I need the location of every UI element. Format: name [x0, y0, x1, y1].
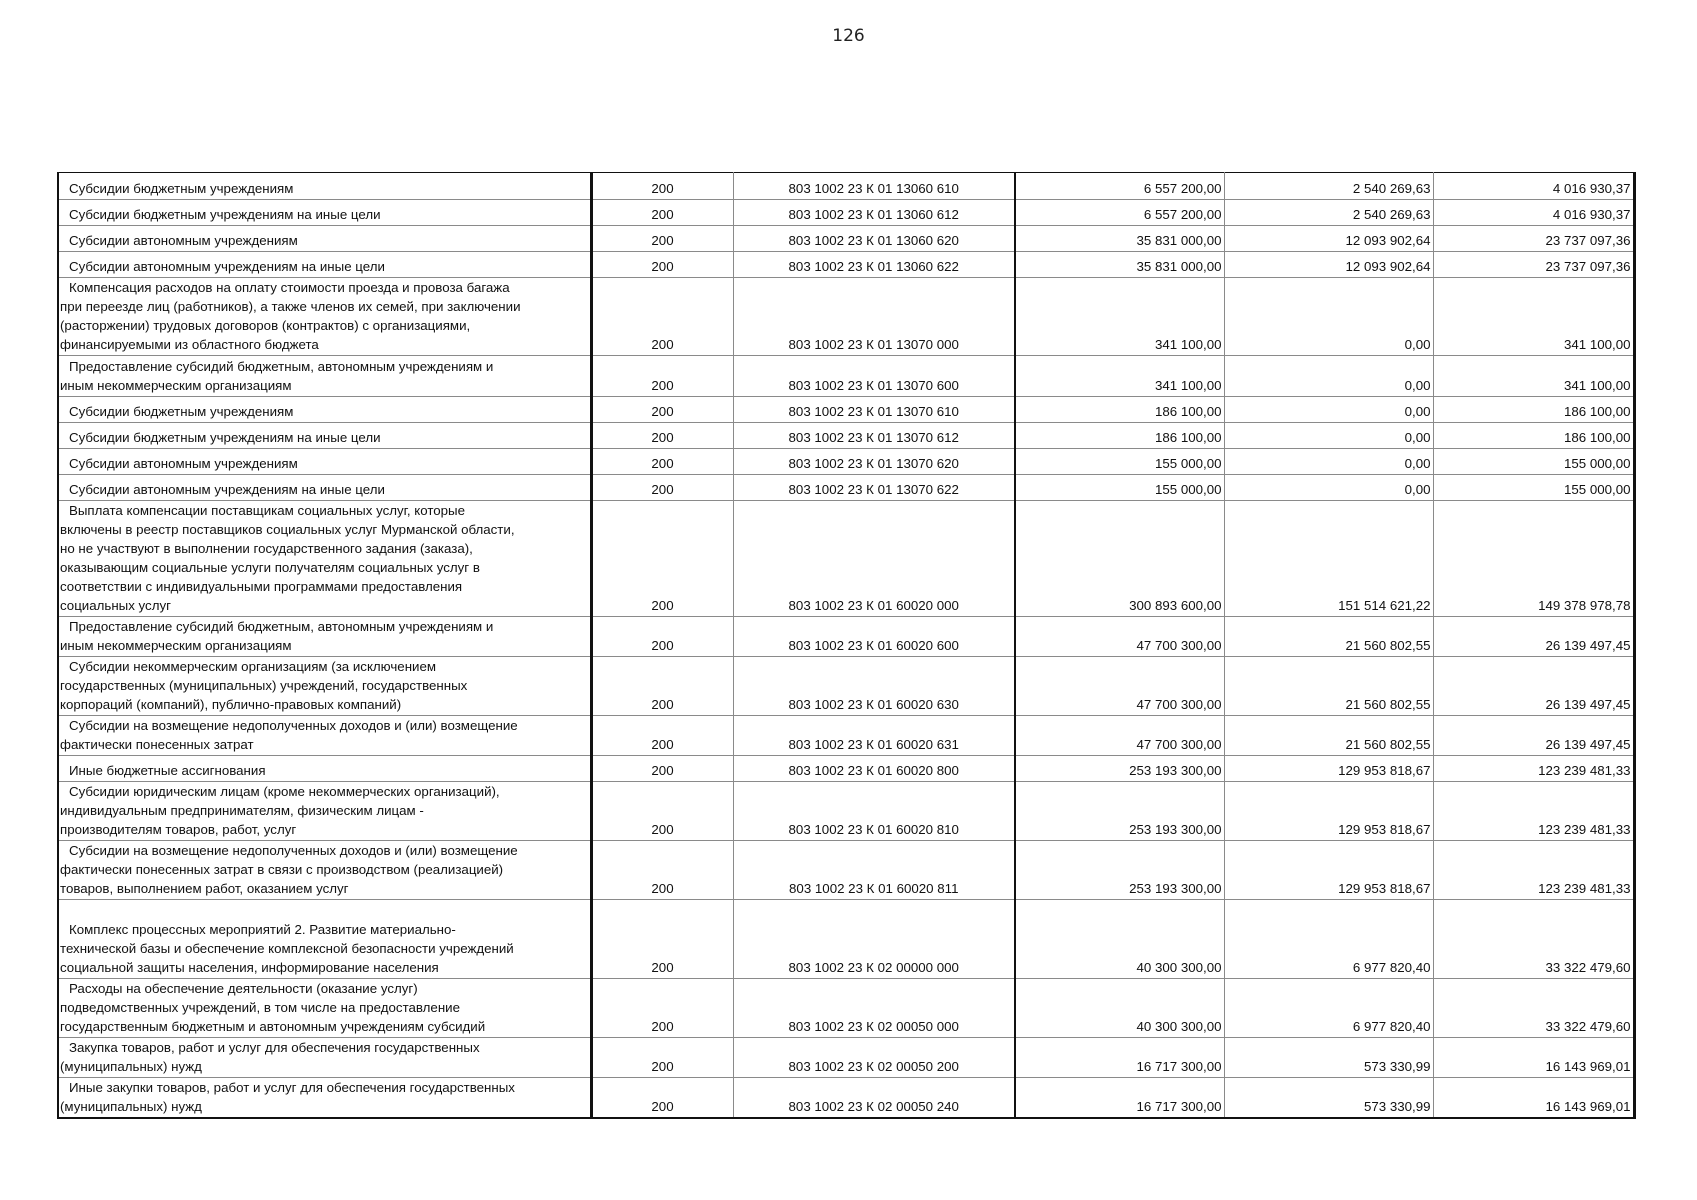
row-line-code-cell: 200	[591, 356, 733, 397]
row-executed-cell: 6 977 820,40	[1224, 900, 1433, 979]
row-remaining-cell: 155 000,00	[1433, 449, 1634, 475]
row-name-text: Расходы на обеспечение деятельности (оказание услуг) подведомственных учреждений, в том числе на предоставление государственным бюджетным и автономным учреждениям субсидий	[60, 981, 486, 1034]
row-name-cell	[58, 657, 591, 716]
row-executed-cell: 21 560 802,55	[1224, 657, 1433, 716]
row-name-cell	[58, 278, 591, 356]
row-name-cell	[58, 841, 591, 900]
row-budget-code-cell: 803 1002 23 К 01 60020 800	[733, 756, 1015, 782]
table-row	[58, 173, 1634, 200]
row-budget-code-cell: 803 1002 23 К 01 13060 610	[733, 173, 1015, 200]
row-name-cell	[58, 173, 591, 200]
row-name-text: Субсидии автономным учреждениям на иные цели	[69, 482, 385, 497]
row-approved-cell: 40 300 300,00	[1015, 979, 1224, 1038]
table-row	[58, 423, 1634, 449]
row-budget-code-cell: 803 1002 23 К 01 60020 811	[733, 841, 1015, 900]
row-name-cell	[58, 617, 591, 657]
row-budget-code-cell: 803 1002 23 К 01 13070 612	[733, 423, 1015, 449]
row-executed-cell: 0,00	[1224, 475, 1433, 501]
row-line-code-cell: 200	[591, 1038, 733, 1078]
row-approved-cell: 47 700 300,00	[1015, 617, 1224, 657]
row-line-code-cell: 200	[591, 226, 733, 252]
row-budget-code-cell: 803 1002 23 К 01 13070 000	[733, 278, 1015, 356]
table-row	[58, 716, 1634, 756]
row-name-cell	[58, 1038, 591, 1078]
row-approved-cell: 253 193 300,00	[1015, 756, 1224, 782]
row-line-code-cell: 200	[591, 716, 733, 756]
row-name-text: Субсидии автономным учреждениям	[69, 456, 298, 471]
row-budget-code-cell: 803 1002 23 К 01 60020 630	[733, 657, 1015, 716]
row-line-code-cell: 200	[591, 278, 733, 356]
row-remaining-cell: 23 737 097,36	[1433, 226, 1634, 252]
row-name-cell	[58, 900, 591, 979]
row-name-cell	[58, 1078, 591, 1119]
table-row	[58, 841, 1634, 900]
row-approved-cell: 6 557 200,00	[1015, 173, 1224, 200]
row-approved-cell: 186 100,00	[1015, 423, 1224, 449]
row-name-cell	[58, 501, 591, 617]
row-line-code-cell: 200	[591, 979, 733, 1038]
row-executed-cell: 12 093 902,64	[1224, 252, 1433, 278]
row-approved-cell: 16 717 300,00	[1015, 1038, 1224, 1078]
row-line-code-cell: 200	[591, 173, 733, 200]
row-name-cell	[58, 356, 591, 397]
row-approved-cell: 6 557 200,00	[1015, 200, 1224, 226]
row-budget-code-cell: 803 1002 23 К 01 13060 622	[733, 252, 1015, 278]
table-row	[58, 356, 1634, 397]
table-row	[58, 1078, 1634, 1119]
row-approved-cell: 341 100,00	[1015, 278, 1224, 356]
row-line-code-cell: 200	[591, 1078, 733, 1119]
row-remaining-cell: 186 100,00	[1433, 397, 1634, 423]
row-line-code-cell: 200	[591, 252, 733, 278]
row-name-text: Субсидии бюджетным учреждениям	[69, 181, 294, 196]
table-row	[58, 278, 1634, 356]
row-budget-code-cell: 803 1002 23 К 01 13070 622	[733, 475, 1015, 501]
row-executed-cell: 0,00	[1224, 397, 1433, 423]
row-remaining-cell: 149 378 978,78	[1433, 501, 1634, 617]
row-name-text: Комплекс процессных мероприятий 2. Развитие материально- технической базы и обеспечение комплексной безопасности учреждений социальной защиты населения, информирование населения	[60, 922, 514, 975]
row-budget-code-cell: 803 1002 23 К 02 00000 000	[733, 900, 1015, 979]
row-executed-cell: 21 560 802,55	[1224, 617, 1433, 657]
row-budget-code-cell: 803 1002 23 К 01 60020 810	[733, 782, 1015, 841]
row-approved-cell: 47 700 300,00	[1015, 657, 1224, 716]
row-line-code-cell: 200	[591, 449, 733, 475]
table-row	[58, 501, 1634, 617]
table-row	[58, 252, 1634, 278]
row-remaining-cell: 155 000,00	[1433, 475, 1634, 501]
row-approved-cell: 253 193 300,00	[1015, 782, 1224, 841]
row-budget-code-cell: 803 1002 23 К 01 60020 000	[733, 501, 1015, 617]
row-executed-cell: 2 540 269,63	[1224, 200, 1433, 226]
row-line-code-cell: 200	[591, 617, 733, 657]
row-executed-cell: 573 330,99	[1224, 1038, 1433, 1078]
row-executed-cell: 6 977 820,40	[1224, 979, 1433, 1038]
row-remaining-cell: 16 143 969,01	[1433, 1078, 1634, 1119]
row-name-cell	[58, 449, 591, 475]
row-line-code-cell: 200	[591, 501, 733, 617]
row-executed-cell: 0,00	[1224, 423, 1433, 449]
row-executed-cell: 21 560 802,55	[1224, 716, 1433, 756]
row-name-text: Субсидии юридическим лицам (кроме некоммерческих организаций), индивидуальным предпринимателям, физическим лицам - производителям товаров, работ, услуг	[60, 784, 500, 837]
row-budget-code-cell: 803 1002 23 К 02 00050 200	[733, 1038, 1015, 1078]
row-budget-code-cell: 803 1002 23 К 02 00050 000	[733, 979, 1015, 1038]
row-executed-cell: 129 953 818,67	[1224, 841, 1433, 900]
row-approved-cell: 40 300 300,00	[1015, 900, 1224, 979]
row-line-code-cell: 200	[591, 782, 733, 841]
row-budget-code-cell: 803 1002 23 К 01 60020 631	[733, 716, 1015, 756]
row-remaining-cell: 123 239 481,33	[1433, 756, 1634, 782]
row-budget-code-cell: 803 1002 23 К 01 13070 620	[733, 449, 1015, 475]
table-row	[58, 200, 1634, 226]
row-executed-cell: 12 093 902,64	[1224, 226, 1433, 252]
row-name-text: Субсидии автономным учреждениям	[69, 233, 298, 248]
row-approved-cell: 341 100,00	[1015, 356, 1224, 397]
row-line-code-cell: 200	[591, 900, 733, 979]
row-name-text: Субсидии бюджетным учреждениям на иные цели	[69, 430, 381, 445]
row-line-code-cell: 200	[591, 657, 733, 716]
row-remaining-cell: 33 322 479,60	[1433, 900, 1634, 979]
row-name-text: Субсидии автономным учреждениям на иные цели	[69, 259, 385, 274]
row-remaining-cell: 26 139 497,45	[1433, 716, 1634, 756]
row-line-code-cell: 200	[591, 423, 733, 449]
row-approved-cell: 47 700 300,00	[1015, 716, 1224, 756]
budget-execution-table	[57, 172, 1636, 1119]
row-budget-code-cell: 803 1002 23 К 01 13070 600	[733, 356, 1015, 397]
row-executed-cell: 0,00	[1224, 356, 1433, 397]
page-number: 126	[832, 26, 865, 46]
table-row	[58, 475, 1634, 501]
row-executed-cell: 2 540 269,63	[1224, 173, 1433, 200]
row-remaining-cell: 4 016 930,37	[1433, 200, 1634, 226]
row-remaining-cell: 186 100,00	[1433, 423, 1634, 449]
table-row	[58, 449, 1634, 475]
row-approved-cell: 155 000,00	[1015, 449, 1224, 475]
row-remaining-cell: 341 100,00	[1433, 278, 1634, 356]
row-executed-cell: 573 330,99	[1224, 1078, 1433, 1119]
row-name-text: Субсидии на возмещение недополученных доходов и (или) возмещение фактически понесенных затрат	[60, 718, 518, 752]
row-name-cell	[58, 716, 591, 756]
row-line-code-cell: 200	[591, 397, 733, 423]
row-remaining-cell: 23 737 097,36	[1433, 252, 1634, 278]
row-approved-cell: 35 831 000,00	[1015, 252, 1224, 278]
row-budget-code-cell: 803 1002 23 К 01 60020 600	[733, 617, 1015, 657]
row-name-text: Предоставление субсидий бюджетным, автономным учреждениям и иным некоммерческим организациям	[60, 359, 494, 393]
table-row	[58, 397, 1634, 423]
row-name-text: Выплата компенсации поставщикам социальных услуг, которые включены в реестр поставщиков социальных услуг Мурманской области, но не участвуют в выполнении государственного задания (заказа), оказывающим социальные услуги получателям социальных услуг в соответствии с индивидуальными программами предоставления социальных услуг	[60, 503, 515, 613]
row-name-text: Иные бюджетные ассигнования	[69, 763, 266, 778]
row-name-cell	[58, 397, 591, 423]
row-name-cell	[58, 423, 591, 449]
row-name-text: Субсидии на возмещение недополученных доходов и (или) возмещение фактически понесенных затрат в связи с производством (реализацией) товаров, выполнением работ, оказанием услуг	[60, 843, 518, 896]
row-approved-cell: 253 193 300,00	[1015, 841, 1224, 900]
table-row	[58, 226, 1634, 252]
row-name-cell	[58, 200, 591, 226]
row-budget-code-cell: 803 1002 23 К 01 13070 610	[733, 397, 1015, 423]
table-row	[58, 756, 1634, 782]
row-executed-cell: 129 953 818,67	[1224, 782, 1433, 841]
row-remaining-cell: 26 139 497,45	[1433, 657, 1634, 716]
row-approved-cell: 35 831 000,00	[1015, 226, 1224, 252]
row-name-text: Субсидии бюджетным учреждениям на иные цели	[69, 207, 381, 222]
table-row	[58, 979, 1634, 1038]
row-name-cell	[58, 756, 591, 782]
row-line-code-cell: 200	[591, 475, 733, 501]
row-line-code-cell: 200	[591, 756, 733, 782]
row-executed-cell: 129 953 818,67	[1224, 756, 1433, 782]
table-row	[58, 1038, 1634, 1078]
row-line-code-cell: 200	[591, 841, 733, 900]
row-approved-cell: 16 717 300,00	[1015, 1078, 1224, 1119]
row-name-text: Субсидии бюджетным учреждениям	[69, 404, 294, 419]
table-row	[58, 900, 1634, 979]
table-row	[58, 657, 1634, 716]
row-budget-code-cell: 803 1002 23 К 02 00050 240	[733, 1078, 1015, 1119]
row-name-text: Предоставление субсидий бюджетным, автономным учреждениям и иным некоммерческим организациям	[60, 619, 494, 653]
row-executed-cell: 0,00	[1224, 278, 1433, 356]
row-budget-code-cell: 803 1002 23 К 01 13060 620	[733, 226, 1015, 252]
table-row	[58, 617, 1634, 657]
row-name-cell	[58, 782, 591, 841]
row-name-cell	[58, 475, 591, 501]
row-approved-cell: 300 893 600,00	[1015, 501, 1224, 617]
row-name-text: Закупка товаров, работ и услуг для обеспечения государственных (муниципальных) нужд	[60, 1040, 480, 1074]
row-name-cell	[58, 252, 591, 278]
row-remaining-cell: 123 239 481,33	[1433, 841, 1634, 900]
row-line-code-cell: 200	[591, 200, 733, 226]
row-name-text: Иные закупки товаров, работ и услуг для обеспечения государственных (муниципальных) нужд	[60, 1080, 515, 1114]
row-name-text: Компенсация расходов на оплату стоимости проезда и провоза багажа при переезде лиц (работников), а также членов их семей, при заключении (расторжении) трудовых договоров (контрактов) с организациями, финансируемыми из областного бюджета	[60, 280, 521, 352]
row-remaining-cell: 33 322 479,60	[1433, 979, 1634, 1038]
row-name-text: Субсидии некоммерческим организациям (за исключением государственных (муниципальных) учреждений, государственных корпораций (компаний), публично-правовых компаний)	[60, 659, 468, 712]
row-approved-cell: 186 100,00	[1015, 397, 1224, 423]
row-remaining-cell: 341 100,00	[1433, 356, 1634, 397]
table-body	[58, 173, 1634, 1119]
row-remaining-cell: 4 016 930,37	[1433, 173, 1634, 200]
row-approved-cell: 155 000,00	[1015, 475, 1224, 501]
row-executed-cell: 151 514 621,22	[1224, 501, 1433, 617]
row-name-cell	[58, 226, 591, 252]
row-executed-cell: 0,00	[1224, 449, 1433, 475]
row-remaining-cell: 26 139 497,45	[1433, 617, 1634, 657]
row-remaining-cell: 16 143 969,01	[1433, 1038, 1634, 1078]
row-budget-code-cell: 803 1002 23 К 01 13060 612	[733, 200, 1015, 226]
table-row	[58, 782, 1634, 841]
row-name-cell	[58, 979, 591, 1038]
row-remaining-cell: 123 239 481,33	[1433, 782, 1634, 841]
